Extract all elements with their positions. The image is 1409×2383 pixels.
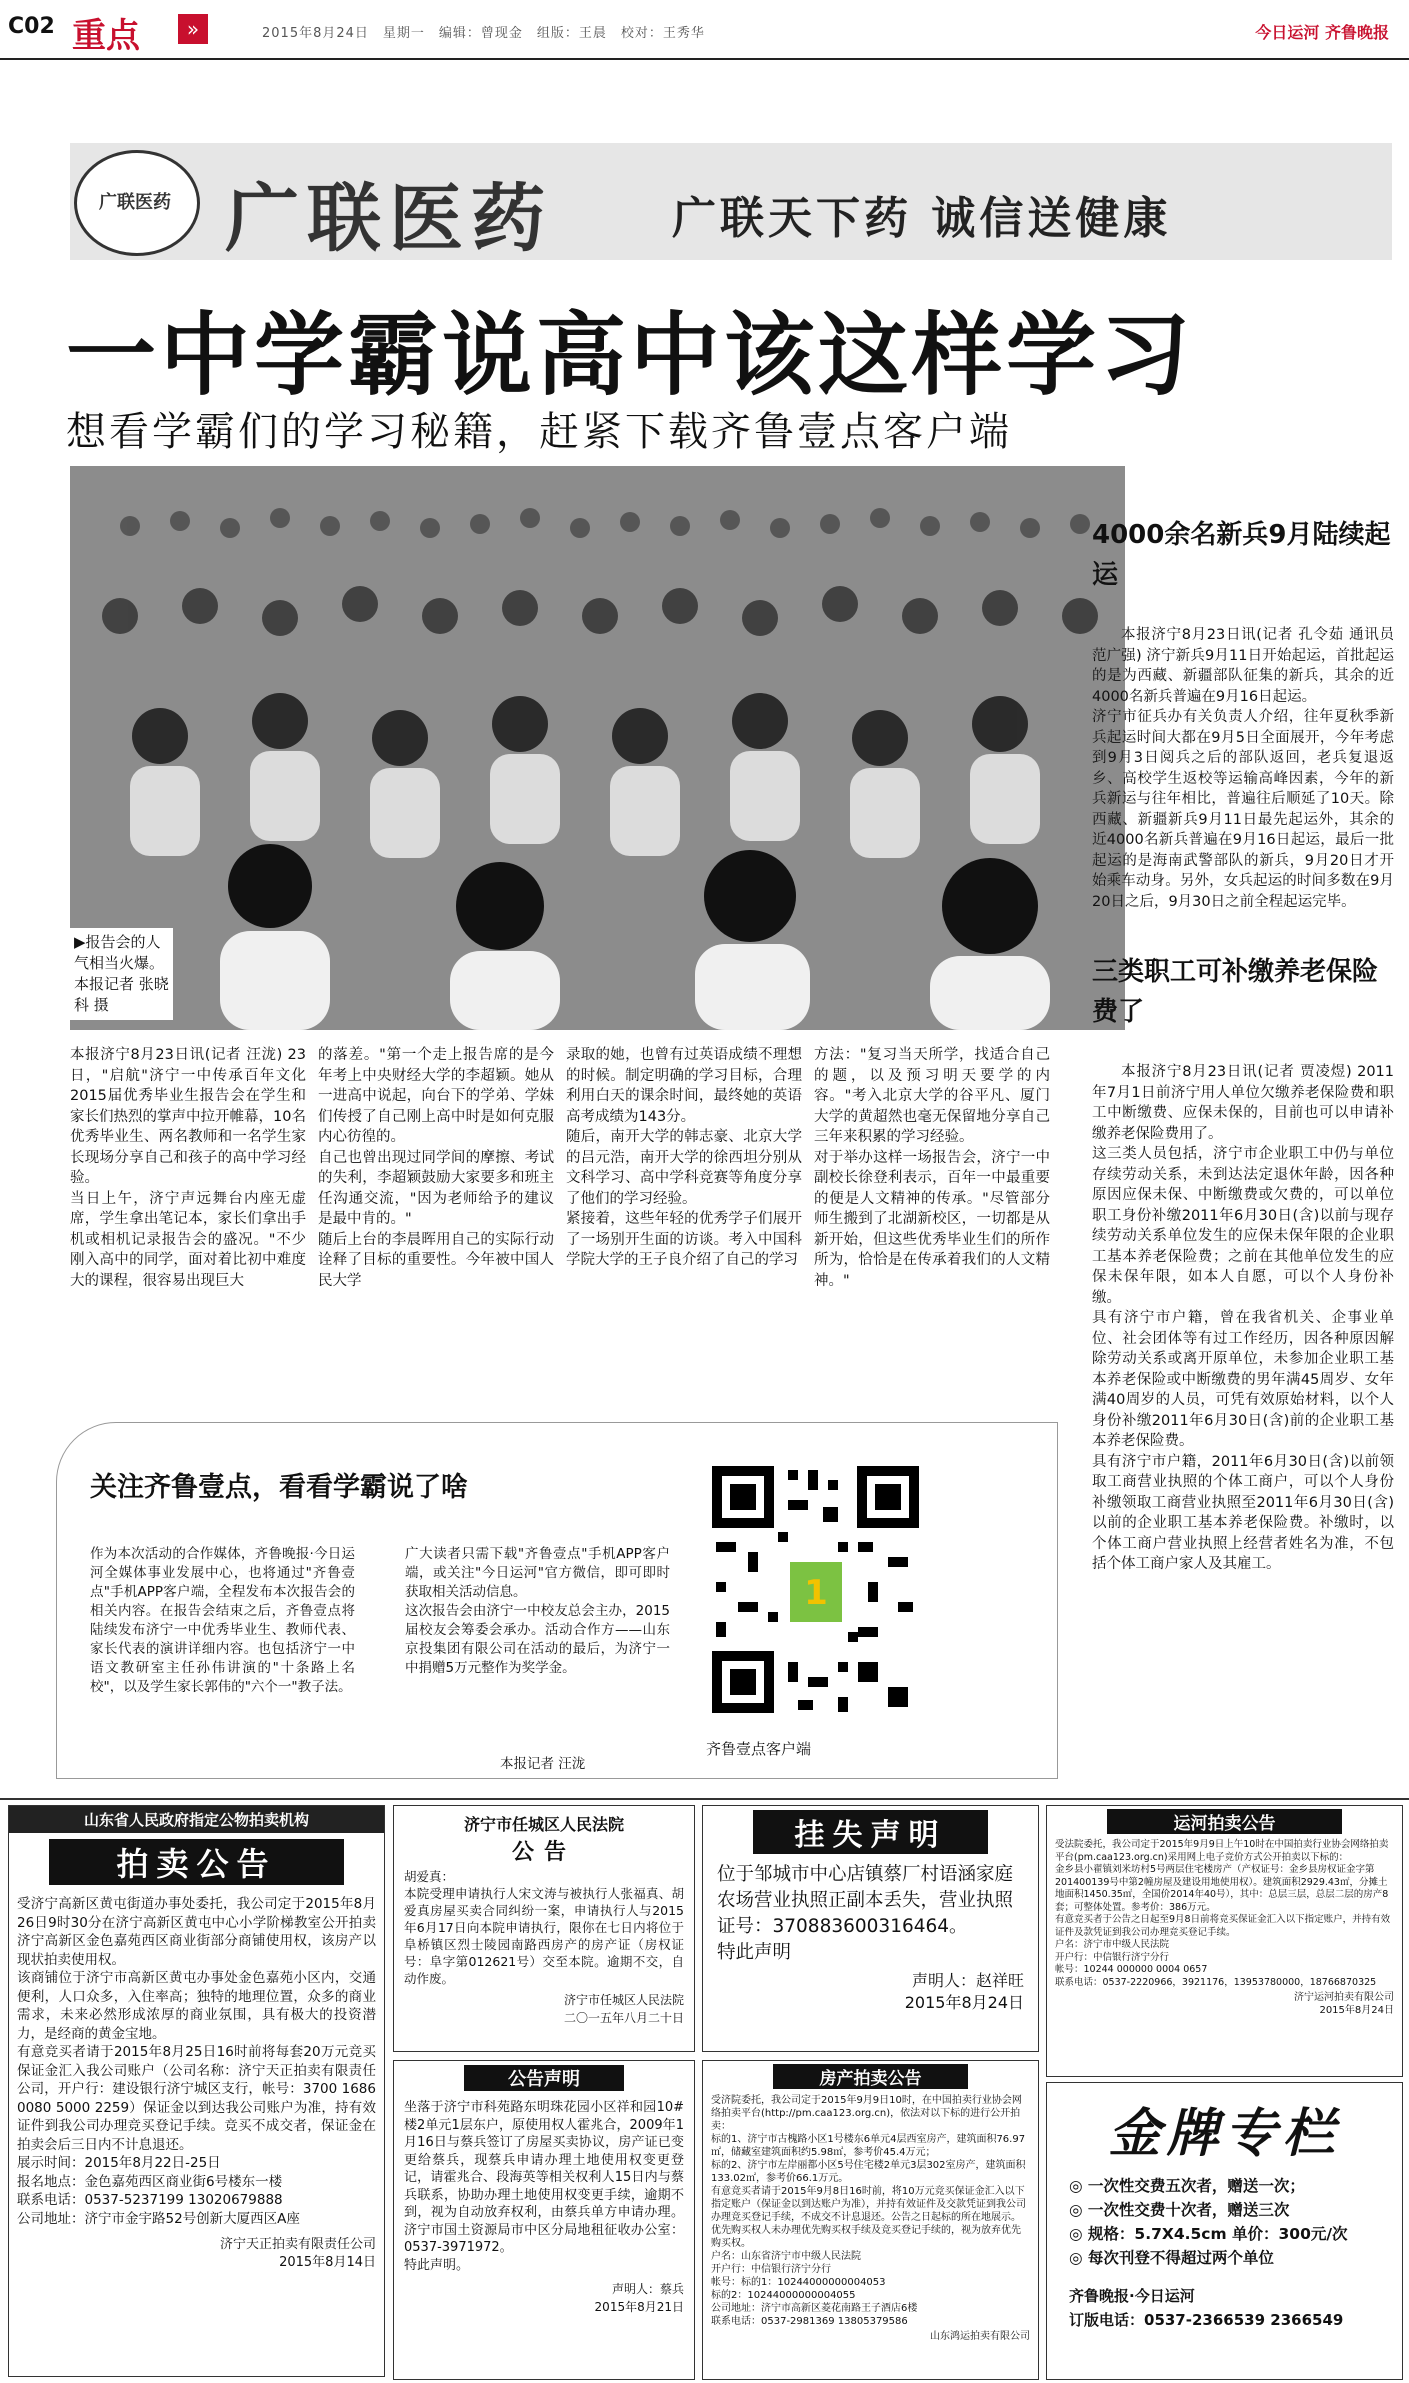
article-column-1: 本报济宁8月23日讯(记者 汪泷) 23日，"启航"济宁一中传承百年文化2015届优秀毕业生报告会在学生和家长们热烈的掌声中拉开帷幕，10名优秀毕业生、两名教师和一名学生家长现场分享自己和孩子的高中学习经验。 当日上午，济宁声远舞台内座无虚席，学生拿出笔记本，家长们拿出手机或相机记录报告会的盛况。"不少刚入高中的同学，面对着比初中难度大的课程，很容易出现巨大: [70, 1047, 306, 1289]
property-auction-sign: 山东鸿运拍卖有限公司: [930, 2331, 1030, 2342]
loss-body: 位于邹城市中心店镇蔡厂村语涵家庭农场营业执照正副本丢失，营业执照证号：370883600316464。 特此声明: [717, 1864, 1014, 1963]
property-auction-body: 受济院委托，我公司定于2015年9月9日10时，在中国拍卖行业协会网络拍卖平台(http://pm.caa123.org.cn)，依法对以下标的进行公开拍卖： 标的1、济宁市古槐路小区1号楼东6单元4层西室房产，建筑面积76.97㎡，储藏室建筑面积约5.98㎡，参考价45.4万元； 标的2、济宁市左岸丽都小区5号住宅楼2单元3层302室房产，建筑面积133.02㎡，参考价66.1万元。 有意竞买者请于2015年9月8日16时前，将10万元竞买保证金汇入以下指定账户（保证金以到达账户为准），并持有效证件及交款凭证到我公司办理竞买登记手续，不成交不计息退还。公告之日起标的所在地展示。 优先购买权人未办理优先购买权手续及竞买登记手续的，视为放弃优先购买权。 户名：山东省济宁市中级人民法院 开户行：中信银行济宁分行 帐号：标的1：10244000000004053 标的2：10244000000004055 公司地址：济宁市高新区菱花南路王子酒店6楼 联系电话：0537-2981369 13805379586: [711, 2095, 1026, 2327]
photo-caption: ▶报告会的人气相当火爆。本报记者 张晓科 摄: [70, 928, 173, 1020]
section-tag: 重点: [72, 16, 140, 56]
loss-sign: 声明人：赵祥旺 2015年8月24日: [904, 1971, 1024, 2012]
qr-code[interactable]: [708, 1462, 923, 1717]
auction-sign: 济宁天正拍卖有限责任公司 2015年8月14日: [219, 2237, 376, 2270]
article-subheadline: 想看学霸们的学习秘籍，赶紧下载齐鲁壹点客户端: [66, 409, 1012, 455]
gold-column-item: ◎ 规格：5.7X4.5cm 单价：300元/次: [1069, 2225, 1348, 2243]
declaration-title: 公告声明: [464, 2065, 624, 2091]
side-body-1: 本报济宁8月23日讯(记者 孔令茹 通讯员 范广强) 济宁新兵9月11日开始起运，首批起运的是为西藏、新疆部队征集的新兵，其余的近4000名新兵普遍在9月16日起运。 济宁市征兵办有关负责人介绍，往年夏秋季新兵起运时间大都在9月5日全面展开，今年考虑到9月3日阅兵之后的部队返回，老兵复退返乡、高校学生返校等运输高峰因素，今年的新兵新运与往年相比，普遍往后顺延了10天。除西藏、新疆新兵9月11日最先起运外，其余的近4000名新兵普遍在9月16日起运，最后一批起运的是海南武警部队的新兵，9月20日才开始乘车动身。另外，女兵起运的时间多数在9月20日之后，9月30日之前全程起运完毕。: [1092, 627, 1394, 910]
auction-org: 山东省人民政府指定公物拍卖机构: [9, 1806, 384, 1833]
promo-headline: 关注齐鲁壹点，看看学霸说了啥: [90, 1472, 468, 1503]
masthead: 今日运河 齐鲁晚报: [1255, 23, 1389, 42]
canal-auction-body: 受法院委托，我公司定于2015年9月9日上午10时在中国拍卖行业协会网络拍卖平台(pm.caa123.org.cn)采用网上电子竞价方式公开拍卖以下标的： 金乡县小翟镇刘米坊村5号两层住宅楼房产（产权证号：金乡县房权证金字第201400139号中第2幢房屋及建设用地使用权）。建筑面积2929.43㎡，分摊土地面积1450.35㎡，全国价2014年40号），其中：总层三层，总层二层的房产8套；可整体处置。参考价：386万元。 有意竞买者于公告之日起至9月8日前将竞买保证金汇入以下指定账户，并持有效证件及款凭证到我公司办理竞买登记手续。 户名：济宁市中级人民法院 开户行：中信银行济宁分行 帐号：10244 000000 0004 0657 联系电话：0537-2220966，3921176，13953780000，18766870325: [1055, 1839, 1391, 1988]
page-number: C02: [8, 14, 55, 39]
gold-column-title: 金牌专栏: [1108, 2103, 1341, 2164]
gold-column-item: ◎ 一次性交费五次者，赠送一次；: [1069, 2177, 1305, 2195]
sponsor-title: 广联医药: [225, 176, 553, 262]
court-org: 济宁市任城区人民法院: [463, 1815, 624, 1834]
canal-auction-sign: 济宁运河拍卖有限公司 2015年8月24日: [1294, 1992, 1394, 2016]
promo-body-2: 广大读者只需下载"齐鲁壹点"手机APP客户端，或关注"今日运河"官方微信，即可即时获取相关活动信息。 这次报告会由济宁一中校友总会主办，2015届校友会筹委会承办。活动合作方——山东京投集团有限公司在活动的最后，为济宁一中捐赠5万元整作为奖学金。: [405, 1546, 670, 1676]
court-sign: 济宁市任城区人民法院 二〇一五年八月二十日: [563, 1993, 684, 2025]
auction-notice: [8, 1805, 385, 2377]
article-column-2: 的落差。"第一个走上报告席的是今年考上中央财经大学的李超颖。她从一进高中说起，向台下的学弟、学妹们传授了自己刚上高中时是如何克服内心彷徨的。 自己也曾出现过同学间的摩擦、考试的失利，李超颖鼓励大家要多和班主任沟通交流，"因为老师给予的建议是最中肯的。" 随后上台的李晨晖用自己的实际行动诠释了目标的重要性。今年被中国人民大学: [318, 1047, 554, 1289]
property-auction-title: 房产拍卖公告: [773, 2064, 968, 2089]
loss-title: 挂失声明: [753, 1810, 988, 1854]
declaration-sign: 声明人：蔡兵 2015年8月21日: [594, 2282, 684, 2314]
ads-divider: [0, 1798, 1409, 1800]
auction-title: 拍卖公告: [49, 1839, 344, 1885]
promo-body-1: 作为本次活动的合作媒体，齐鲁晚报·今日运河全媒体事业发展中心，也将通过"齐鲁壹点"手机APP客户端，全程发布本次报告会的相关内容。在报告会结束之后，齐鲁壹点将陆续发布济宁一中优秀毕业生、教师代表、家长代表的演讲详细内容。也包括济宁一中语文教研室主任孙伟讲演的"十条路上名校"，以及学生家长郭伟的"六个一"教子法。: [90, 1546, 355, 1695]
article-headline: 一中学霸说高中该这样学习: [66, 303, 1194, 408]
declaration-body: 坐落于济宁市科苑路东明珠花园小区祥和园10#楼2单元1层东户，原使用权人霍兆合，2009年1月16日与蔡兵签订了房屋买卖协议，房产证已变更给蔡兵，现蔡兵申请办理土地使用权变更登记，请霍兆合、段海英等相关权利人15日内与蔡兵联系，协助办理土地使用权变更手续，逾期不到，视为自动放弃权利，由蔡兵单方申请办理。济宁市国土资源局市中区分局地租征收办公室：0537-3971972。 特此声明。: [404, 2100, 684, 2273]
chevron-right-icon: »: [178, 14, 208, 44]
gold-column-footer: 齐鲁晚报·今日运河 订版电话：0537-2366539 2366549: [1069, 2287, 1344, 2329]
court-body: 胡爱真： 本院受理申请执行人宋文涛与被执行人张福真、胡爱真房屋买卖合同纠纷一案，申请执行人与2015年6月17日向本院申请执行，限你在七日内将位于阜桥镇区烈士陵园南路西房产的房产证（房权证号：阜字第012621号）交至本院。逾期不交，自动作废。: [404, 1869, 684, 1986]
sponsor-slogan: 广联天下药 诚信送健康: [672, 193, 1172, 244]
gold-column-list: [1047, 2166, 1402, 2278]
loss-notice: [702, 1805, 1039, 2052]
qr-caption: 齐鲁壹点客户端: [706, 1740, 812, 1758]
promo-byline: 本报记者 汪泷: [500, 1756, 586, 1772]
svg-text:1: 1: [804, 1573, 828, 1613]
article-column-4: 方法："复习当天所学，找适合自己的题，以及预习明天要学的内容。"考入北京大学的谷平凡、厦门大学的黄超然也毫无保留地分享自己三年来积累的学习经验。 对于举办这样一场报告会，济宁一中副校长徐登利表示，百年一中最重要的便是人文精神的传承。"尽管部分师生搬到了北湖新校区，一切都是从新开始，但这些优秀毕业生们的所作所为，恰恰是在传承着我们的人文精神。": [814, 1047, 1050, 1289]
audience-illustration: [70, 466, 1125, 1030]
issue-info: 2015年8月24日 星期一 编辑：曾现金 组版：王晨 校对：王秀华: [262, 26, 705, 41]
event-photo: [70, 466, 1125, 1030]
court-notice: [393, 1805, 695, 2052]
sponsor-logo-text: 广联医药: [99, 192, 171, 213]
side-headline-1: 4000余名新兵9月陆续起运: [1092, 520, 1391, 590]
qr-code-icon: [708, 1462, 923, 1717]
property-auction-notice: [702, 2060, 1039, 2380]
declaration-notice: [393, 2060, 695, 2380]
canal-auction-title: 运河拍卖公告: [1107, 1809, 1342, 1834]
canal-auction-notice: [1046, 1805, 1403, 2077]
gold-column-ad: [1046, 2082, 1403, 2380]
gold-column-item: ◎ 每次刊登不得超过两个单位: [1069, 2249, 1274, 2267]
side-news-column: [1092, 515, 1394, 1575]
side-headline-2: 三类职工可补缴养老保险费了: [1092, 957, 1379, 1027]
article-column-3: 录取的她，也曾有过英语成绩不理想的时候。制定明确的学习目标，合理利用白天的课余时间，最终她的英语高考成绩为143分。 随后，南开大学的韩志豪、北京大学的吕元浩，南开大学的徐西坦分别从文科学习、高中学科竞赛等角度分享了他们的学习经验。 紧接着，这些年轻的优秀学子们展开了一场别开生面的访谈。考入中国科学院大学的王子良介绍了自己的学习: [566, 1047, 802, 1268]
court-title: 公告: [511, 1840, 576, 1865]
auction-body: 受济宁高新区黄屯街道办事处委托，我公司定于2015年8月26日9时30分在济宁高新区黄屯中心小学阶梯教室公开拍卖济宁高新区金色嘉苑西区商业街部分商铺使用权，该房产以现状拍卖使用权。 该商铺位于济宁市高新区黄屯办事处金色嘉苑小区内，交通便利，人口众多，入住率高；独特的地理位置，众多的商业需求，未来必然形成浓厚的商业氛围，具有极大的投资潜力，是经商的黄金宝地。 有意竞买者请于2015年8月25日16时前将每套20万元竞买保证金汇入我公司账户（公司名称：济宁天正拍卖有限责任公司，开户行：建设银行济宁城区支行，帐号：3700 1686 0080 5000 2259）保证金以到达我公司账户为准，持有效证件到我公司办理竞买登记手续。竞买不成交者，保证金在拍卖会后三日内不计息退还。 展示时间：2015年8月22日-25日 报名地点：金色嘉苑西区商业街6号楼东一楼 联系电话：0537-5237199 13020679888 公司地址：济宁市金宇路52号创新大厦西区A座: [17, 1896, 376, 2227]
side-body-2: 本报济宁8月23日讯(记者 贾凌煜) 2011年7月1日前济宁用人单位欠缴养老保险费和职工中断缴费、应保未保的，目前也可以申请补缴养老保险费用了。 这三类人员包括，济宁市企业职工中仍与单位存续劳动关系，未到达法定退休年龄，因各种原因应保未保、中断缴费或欠费的，可以单位职工身份补缴2011年6月30日(含)以前与现存续劳动关系单位发生的应保未保年限的企业职工基本养老保险费；之前在其他单位发生的应保未保年限，如本人自愿，可以个人身份补缴。 具有济宁市户籍，曾在我省机关、企事业单位、社会团体等有过工作经历，因各种原因解除劳动关系或离开原单位，未参加企业职工基本养老保险或中断缴费的男年满45周岁、女年满40周岁的人员，可凭有效原始材料，以个人身份补缴2011年6月30日(含)前的企业职工基本养老保险费。 具有济宁市户籍，2011年6月30日(含)以前领取工商营业执照的个体工商户，可以个人身份补缴领取工商营业执照至2011年6月30日(含)以前的企业职工基本养老保险费。补缴时，以个体工商户营业执照上经营者姓名为准，不包括个体工商户家人及其雇工。: [1092, 1064, 1394, 1572]
gold-column-item: ◎ 一次性交费十次者，赠送三次: [1069, 2201, 1290, 2219]
